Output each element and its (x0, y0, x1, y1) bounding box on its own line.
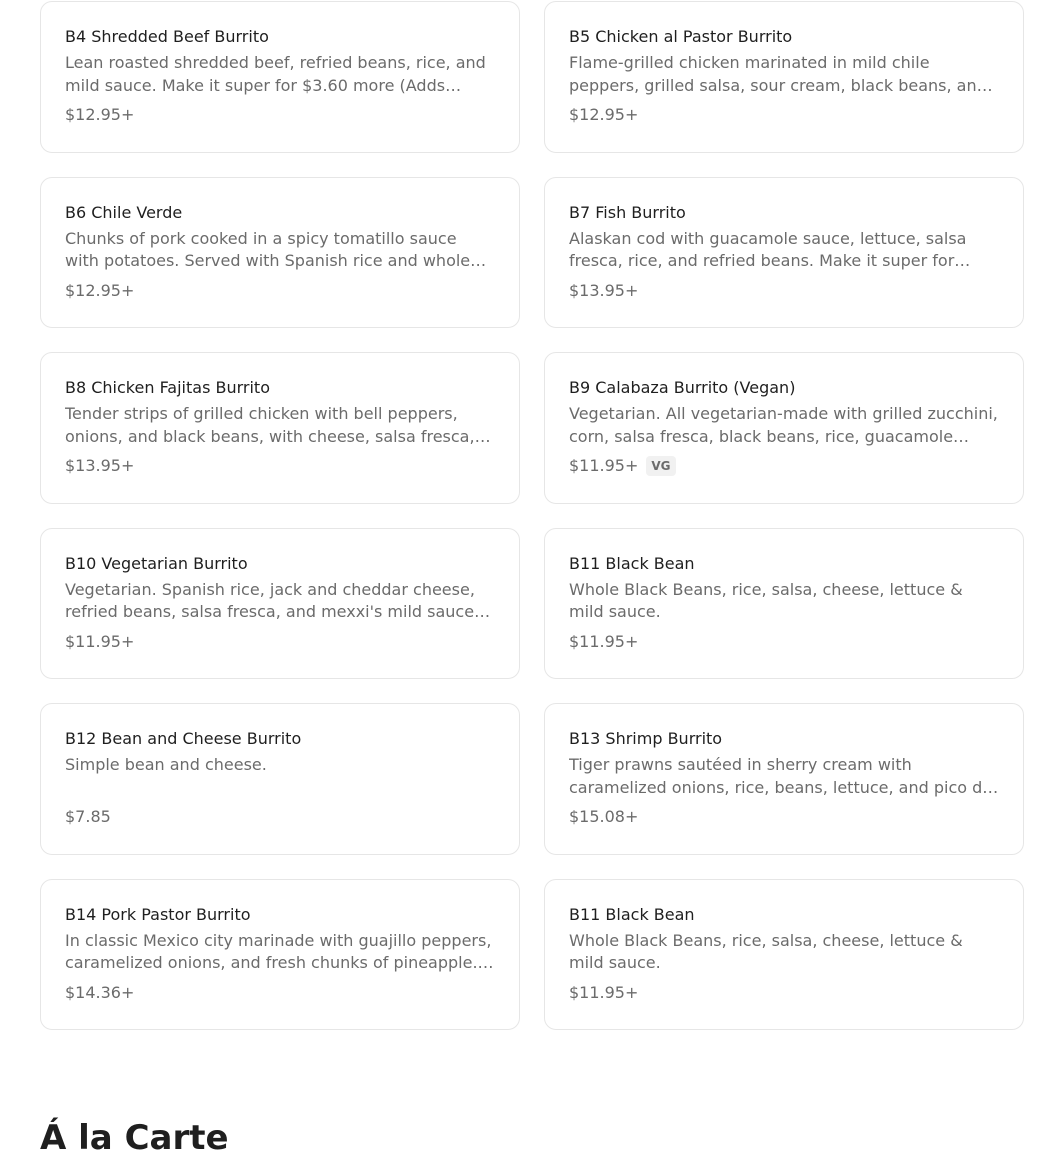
menu-item-card[interactable] (544, 703, 1024, 855)
menu-item-description: Whole Black Beans, rice, salsa, cheese, lettuce & mild sauce. (569, 930, 963, 972)
menu-item-grid (40, 1, 1024, 1030)
menu-item-name: B12 Bean and Cheese Burrito (65, 729, 302, 748)
menu-item-footer (569, 806, 638, 828)
menu-item-description: Alaskan cod with guacamole sauce, lettuce, salsa fresca, rice, and refried beans. Make it super for (569, 228, 967, 270)
menu-item-description: Tender strips of grilled chicken with bell peppers, onions, and black beans, with cheese, salsa fresca, (65, 404, 475, 446)
menu-item-name: B7 Fish Burrito (569, 202, 686, 222)
menu-item-price: $12.95+ (569, 105, 639, 124)
menu-item-footer (65, 806, 111, 828)
menu-item-name: B11 Black Bean (569, 904, 695, 924)
menu-item-name: B6 Chile Verde (65, 202, 183, 222)
menu-item-name: B4 Shredded Beef Burrito (65, 27, 269, 46)
menu-item-card[interactable] (40, 879, 520, 1031)
menu-item-footer (65, 982, 134, 1004)
menu-item-description: Simple bean and cheese. (65, 755, 267, 774)
menu-item-price: $15.08+ (569, 807, 639, 826)
vegan-badge: VG (646, 456, 675, 476)
menu-item-footer (569, 104, 638, 126)
menu-item-price: $11.95+ (569, 982, 639, 1002)
menu-item-description: Vegetarian. All vegetarian-made with grilled zucchini, corn, salsa fresca, black beans, rice, guacamole (569, 404, 998, 446)
menu-item-name: B13 Shrimp Burrito (569, 729, 723, 748)
menu-item-price: $7.85 (65, 807, 111, 826)
menu-item-price: $11.95+ (569, 456, 639, 475)
menu-item-description: Whole Black Beans, rice, salsa, cheese, lettuce & mild sauce. (569, 579, 963, 621)
menu-item-name: B5 Chicken al Pastor Burrito (569, 27, 793, 46)
menu-item-footer (65, 280, 134, 302)
menu-item-description: Vegetarian. Spanish rice, jack and cheddar cheese, refried beans, salsa fresca, and mexxi's mild sauce (65, 579, 475, 621)
menu-item-footer (569, 280, 638, 302)
menu-item-description: Flame-grilled chicken marinated in mild chile peppers, grilled salsa, sour cream, black beans, and (569, 53, 987, 95)
menu-item-name: B11 Black Bean (569, 553, 695, 573)
menu-item-price: $13.95+ (65, 456, 135, 475)
menu-item-card[interactable] (40, 703, 520, 855)
menu-item-card[interactable] (40, 352, 520, 504)
menu-item-description: Chunks of pork cooked in a spicy tomatillo sauce with potatoes. Served with Spanish rice and whole (65, 228, 471, 270)
menu-item-footer (569, 455, 676, 477)
menu-item-footer (569, 982, 638, 1004)
menu-item-footer (65, 631, 134, 653)
menu-item-name: B14 Pork Pastor Burrito (65, 904, 251, 924)
menu-item-footer (65, 455, 134, 477)
menu-item-card[interactable] (40, 177, 520, 329)
menu-item-description: Lean roasted shredded beef, refried beans, rice, and mild sauce. Make it super for $3.60 more (Adds (65, 53, 486, 95)
menu-item-price: $14.36+ (65, 982, 135, 1002)
menu-item-card[interactable] (40, 1, 520, 153)
menu-item-price: $13.95+ (569, 280, 639, 300)
menu-item-footer (65, 104, 134, 126)
menu-item-description: In classic Mexico city marinade with guajillo peppers, caramelized onions, and fresh chunks of pineapple. (65, 930, 492, 972)
menu-item-description: Tiger prawns sautéed in sherry cream with caramelized onions, rice, beans, lettuce, and pico de (569, 755, 993, 797)
menu-item-card[interactable] (40, 528, 520, 680)
menu-item-card[interactable] (544, 879, 1024, 1031)
menu-item-price: $12.95+ (65, 105, 135, 124)
menu-item-card[interactable] (544, 352, 1024, 504)
menu-item-card[interactable] (544, 528, 1024, 680)
menu-item-price: $11.95+ (65, 631, 135, 651)
menu-item-name: B9 Calabaza Burrito (Vegan) (569, 378, 796, 397)
menu-item-card[interactable] (544, 177, 1024, 329)
menu-item-card[interactable] (544, 1, 1024, 153)
menu-item-price: $11.95+ (569, 631, 639, 651)
menu-item-name: B8 Chicken Fajitas Burrito (65, 378, 270, 397)
menu-item-price: $12.95+ (65, 280, 135, 300)
section-title-a-la-carte: Á la Carte (40, 1118, 229, 1158)
menu-item-footer (569, 631, 638, 653)
menu-item-name: B10 Vegetarian Burrito (65, 553, 248, 573)
